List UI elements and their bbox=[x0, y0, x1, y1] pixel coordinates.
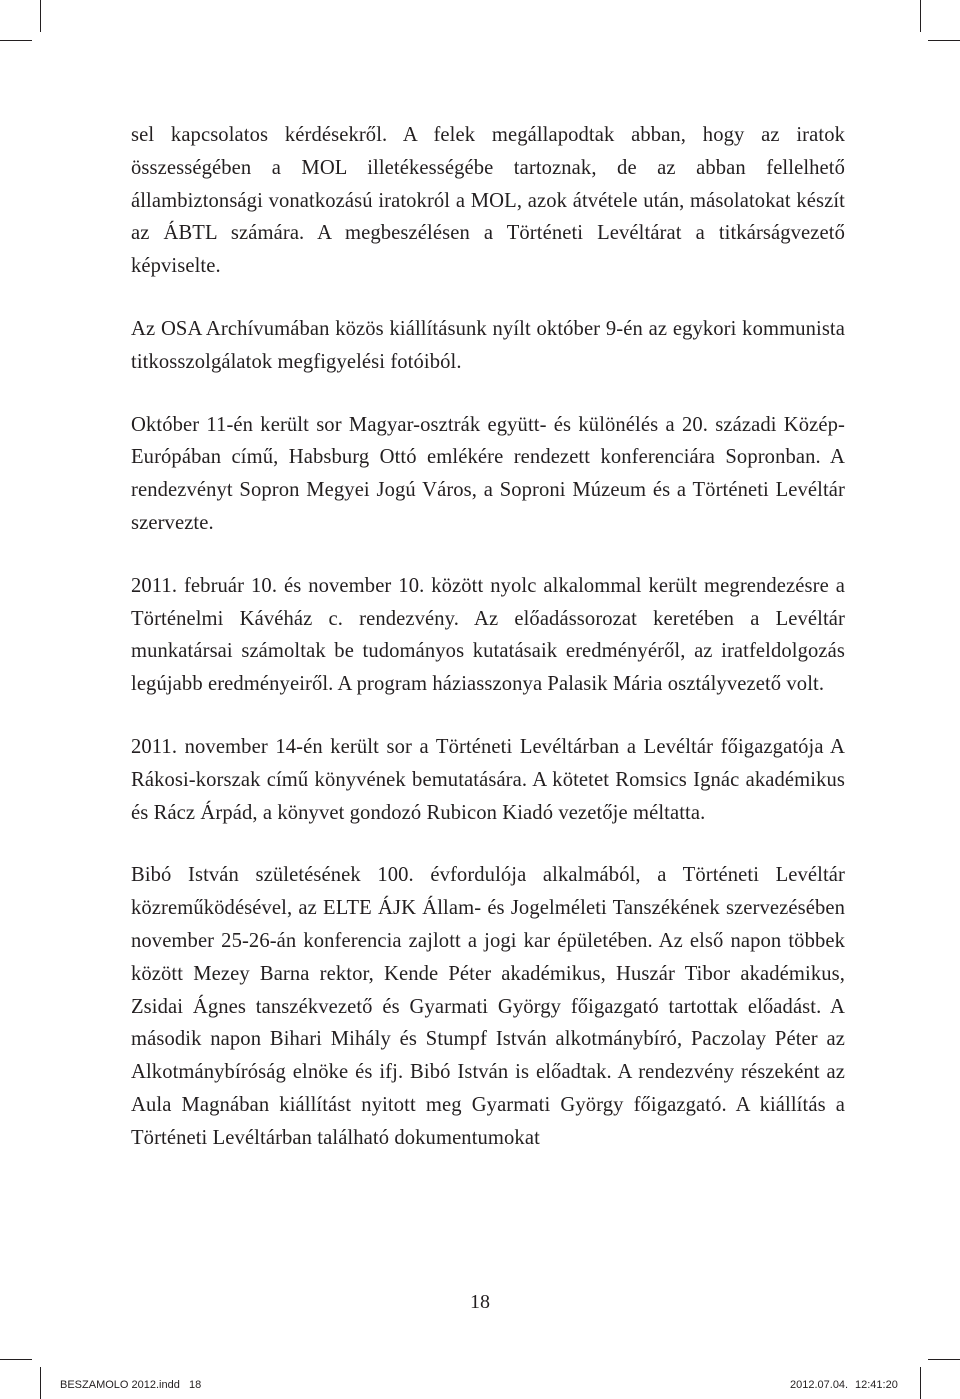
crop-mark bbox=[928, 40, 960, 41]
slug-date: 2012.07.04. bbox=[790, 1379, 849, 1391]
crop-mark bbox=[40, 0, 41, 32]
crop-mark bbox=[928, 1359, 960, 1360]
slug-file: BESZAMOLO 2012.indd 18 bbox=[60, 1379, 202, 1391]
crop-mark bbox=[0, 1359, 32, 1360]
crop-mark bbox=[920, 0, 921, 32]
paragraph: Az OSA Archívumában közös kiállításunk nyílt október 9-én az egykori kommunista titkosszolgálatok megfigyelési fotóiból. bbox=[131, 317, 845, 373]
page-number: 18 bbox=[470, 1291, 490, 1313]
paragraph: Bibó István születésének 100. évfordulója alkalmából, a Történeti Levéltár közreműködésével, az ELTE ÁJK Állam- és Jogelméleti Tanszékének szervezésében november 25-26-án konferencia zajlott a jogi kar épületében. Az első napon többek között Mezey Barna rektor, Kende Péter akadémikus, Huszár Tibor akadémikus, Zsidai Ágnes tanszékvezető és Gyarmati György főigazgató tartottak előadást. A második napon Bihari Mihály és Stumpf István alkotmánybíró, Paczolay Péter az Alkotmánybíróság elnöke és ifj. Bibó István is előadtak. A rendezvény részeként az Aula Magnában kiállítást nyitott meg Gyarmati György főigazgató. A kiállítás a Történeti Levéltárban található dokumentumokat bbox=[131, 864, 845, 1149]
paragraph: 2011. február 10. és november 10. között nyolc alkalommal került megrendezésre a Történelmi Kávéház c. rendezvény. Az előadássorozat keretében a Levéltár munkatársai számoltak be tudományos kutatásaik eredményéről, az iratfeldolgozás legújabb eredményeiről. A program háziasszonya Palasik Mária osztályvezető volt. bbox=[131, 574, 845, 696]
paragraph: 2011. november 14-én került sor a Történeti Levéltárban a Levéltár főigazgatója A Rákosi-korszak című könyvének bemutatására. A kötetet Romsics Ignác akadémikus és Rácz Árpád, a könyvet gondozó Rubicon Kiadó vezetője méltatta. bbox=[131, 735, 845, 824]
crop-mark bbox=[0, 40, 32, 41]
crop-mark bbox=[920, 1367, 921, 1399]
crop-mark bbox=[40, 1367, 41, 1399]
paragraph: sel kapcsolatos kérdésekről. A felek megállapodtak abban, hogy az iratok összességében a MOL illetékességébe tartoznak, de az abban fellelhető állambiztonsági vonatkozású iratokról a MOL, azok átvétele után, másolatokat készít az ÁBTL számára. A megbeszélésen a Történeti Levéltárat a titkárságvezető képviselte. bbox=[131, 124, 845, 278]
slug-time: 12:41:20 bbox=[855, 1379, 898, 1391]
paragraph: Október 11-én került sor Magyar-osztrák együtt- és különélés a 20. századi Közép-Európában című, Habsburg Ottó emlékére rendezett konferenciára Sopronban. A rendezvényt Sopron Megyei Jogú Város, a Soproni Múzeum és a Történeti Levéltár szervezte. bbox=[131, 413, 845, 534]
body-text bbox=[131, 119, 845, 1185]
